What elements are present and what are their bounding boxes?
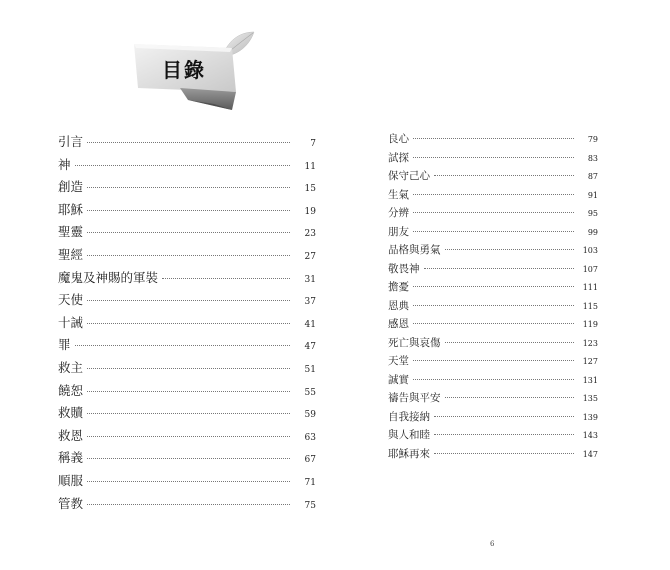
toc-entry-page: 119	[582, 320, 598, 329]
toc-entry[interactable]	[58, 313, 316, 336]
toc-entry[interactable]	[58, 200, 316, 223]
toc-entry-page: 51	[304, 364, 316, 375]
dot-leader	[75, 345, 290, 346]
toc-entry-title: 神	[58, 156, 71, 172]
toc-entry-title: 良心	[388, 133, 409, 145]
toc-entry-title: 試探	[388, 151, 409, 164]
toc-entry[interactable]	[58, 132, 316, 155]
toc-entry[interactable]	[388, 242, 598, 261]
dot-leader	[87, 142, 290, 143]
toc-entry-page: 75	[304, 500, 316, 511]
toc-entry-title: 聖靈	[58, 224, 84, 240]
dot-leader	[87, 458, 290, 459]
toc-entry-page: 115	[582, 301, 598, 311]
toc-entry-title: 禱告與平安	[388, 392, 441, 404]
toc-entry-title: 恩典	[388, 299, 409, 312]
toc-entry-page: 83	[587, 153, 598, 163]
dot-leader	[413, 360, 574, 361]
toc-entry[interactable]	[58, 222, 316, 245]
toc-entry[interactable]	[388, 446, 598, 465]
dot-leader	[75, 165, 290, 166]
toc-entry[interactable]	[388, 187, 598, 206]
toc-entry-page: 55	[304, 387, 316, 398]
toc-entry-page: 111	[582, 283, 598, 292]
toc-entry[interactable]	[388, 279, 598, 298]
toc-left-column	[58, 132, 316, 516]
dot-leader	[413, 194, 574, 195]
toc-entry-page: 41	[304, 319, 316, 330]
toc-entry[interactable]	[388, 372, 598, 391]
page-title: 目錄	[162, 58, 206, 82]
dot-leader	[87, 481, 290, 482]
toc-entry-title: 自我接納	[388, 410, 430, 423]
toc-entry-page: 31	[304, 274, 316, 285]
toc-entry-page: 7	[310, 139, 316, 149]
dot-leader	[87, 255, 290, 256]
dot-leader	[413, 286, 574, 287]
toc-entry[interactable]	[58, 448, 316, 471]
dot-leader	[87, 210, 290, 211]
toc-entry-page: 135	[582, 394, 598, 403]
toc-entry-page: 139	[582, 412, 598, 422]
toc-entry-title: 稱義	[58, 450, 84, 466]
dot-leader	[445, 249, 575, 250]
toc-entry[interactable]	[58, 426, 316, 449]
toc-entry-title: 引言	[58, 134, 84, 149]
toc-entry-title: 救主	[58, 359, 84, 375]
dot-leader	[87, 232, 290, 233]
toc-entry-title: 救恩	[58, 427, 84, 443]
toc-entry[interactable]	[58, 268, 316, 291]
toc-entry-title: 分辨	[388, 207, 409, 219]
dot-leader	[87, 504, 290, 505]
dot-leader	[87, 300, 290, 301]
toc-entry-page: 47	[304, 342, 316, 353]
dot-leader	[413, 323, 574, 324]
dot-leader	[424, 268, 575, 269]
page-number: 6	[490, 540, 495, 548]
toc-entry-page: 63	[304, 432, 316, 443]
toc-entry-title: 死亡與哀傷	[388, 336, 441, 349]
toc-entry[interactable]	[58, 155, 316, 178]
toc-entry-title: 保守己心	[388, 170, 430, 182]
toc-entry[interactable]	[388, 224, 598, 243]
toc-entry-title: 擔憂	[388, 281, 409, 293]
toc-entry-title: 順服	[58, 472, 84, 488]
toc-entry-title: 十誡	[58, 314, 84, 330]
dot-leader	[413, 157, 574, 158]
toc-entry-page: 15	[304, 184, 316, 195]
toc-entry[interactable]	[388, 390, 598, 409]
toc-entry-title: 救贖	[58, 405, 84, 421]
dot-leader	[87, 187, 290, 188]
toc-entry-title: 誠實	[388, 373, 409, 386]
toc-entry[interactable]	[388, 261, 598, 280]
toc-entry[interactable]	[388, 131, 598, 150]
toc-entry[interactable]	[388, 150, 598, 169]
toc-entry-title: 品格與勇氣	[388, 244, 441, 256]
toc-entry-title: 與人和睦	[388, 429, 430, 441]
toc-entry-title: 創造	[58, 179, 84, 195]
dot-leader	[434, 434, 574, 435]
toc-entry[interactable]	[58, 177, 316, 200]
dot-leader	[87, 436, 290, 437]
toc-entry[interactable]	[58, 245, 316, 268]
toc-entry-page: 99	[587, 227, 598, 237]
toc-entry-title: 耶穌	[58, 201, 84, 217]
toc-entry-page: 59	[304, 410, 316, 421]
toc-entry-page: 91	[587, 190, 598, 200]
toc-entry-title: 敬畏神	[388, 262, 420, 275]
toc-entry[interactable]	[58, 381, 316, 404]
toc-right-column	[388, 131, 598, 464]
dot-leader	[413, 379, 574, 380]
toc-entry[interactable]	[388, 316, 598, 335]
toc-entry[interactable]	[388, 335, 598, 354]
toc-entry[interactable]	[388, 409, 598, 428]
toc-entry[interactable]	[58, 290, 316, 313]
dot-leader	[434, 453, 574, 454]
toc-entry[interactable]	[388, 205, 598, 224]
toc-entry[interactable]	[388, 298, 598, 317]
toc-entry-page: 19	[304, 206, 316, 217]
dot-leader	[87, 391, 290, 392]
toc-entry[interactable]	[58, 494, 316, 517]
toc-entry-page: 127	[582, 357, 598, 366]
toc-entry-title: 生氣	[388, 188, 409, 201]
toc-entry-page: 95	[587, 209, 598, 218]
toc-entry-page: 143	[582, 431, 598, 440]
toc-entry-page: 107	[582, 264, 598, 274]
toc-entry-title: 天堂	[388, 355, 409, 367]
dot-leader	[413, 231, 574, 232]
toc-entry[interactable]	[388, 353, 598, 372]
toc-entry-page: 23	[304, 229, 316, 240]
toc-entry[interactable]	[58, 358, 316, 381]
toc-entry-page: 11	[304, 161, 316, 172]
dot-leader	[434, 175, 574, 176]
toc-entry-title: 魔鬼及神賜的軍裝	[58, 269, 159, 285]
dot-leader	[87, 413, 290, 414]
dot-leader	[413, 212, 574, 213]
title-banner	[132, 30, 256, 114]
dot-leader	[445, 397, 575, 398]
toc-entry-title: 天使	[58, 292, 84, 308]
toc-entry-page: 79	[587, 135, 598, 144]
dot-leader	[434, 416, 574, 417]
toc-entry-page: 147	[582, 449, 598, 459]
toc-entry-title: 罪	[58, 337, 71, 353]
toc-entry-page: 67	[304, 455, 316, 466]
toc-entry-page: 87	[587, 172, 598, 181]
toc-entry-page: 123	[582, 338, 598, 348]
dot-leader	[87, 368, 290, 369]
toc-entry[interactable]	[58, 335, 316, 358]
toc-entry[interactable]	[58, 403, 316, 426]
toc-entry-title: 聖經	[58, 246, 84, 262]
toc-entry-title: 耶穌再來	[388, 447, 430, 460]
toc-entry-page: 103	[582, 246, 598, 255]
toc-entry-title: 饒恕	[58, 382, 84, 398]
toc-entry-page: 37	[304, 297, 316, 308]
toc-entry-title: 朋友	[388, 225, 409, 238]
dot-leader	[413, 138, 574, 139]
toc-entry-page: 131	[582, 375, 598, 385]
toc-entry[interactable]	[58, 471, 316, 494]
toc-entry-page: 27	[304, 251, 316, 262]
dot-leader	[413, 305, 574, 306]
dot-leader	[87, 323, 290, 324]
dot-leader	[162, 278, 290, 279]
toc-entry-page: 71	[304, 477, 316, 488]
toc-entry-title: 管教	[58, 495, 84, 511]
dot-leader	[445, 342, 575, 343]
toc-entry-title: 感恩	[388, 318, 409, 330]
toc-entry[interactable]	[388, 168, 598, 187]
toc-entry[interactable]	[388, 427, 598, 446]
